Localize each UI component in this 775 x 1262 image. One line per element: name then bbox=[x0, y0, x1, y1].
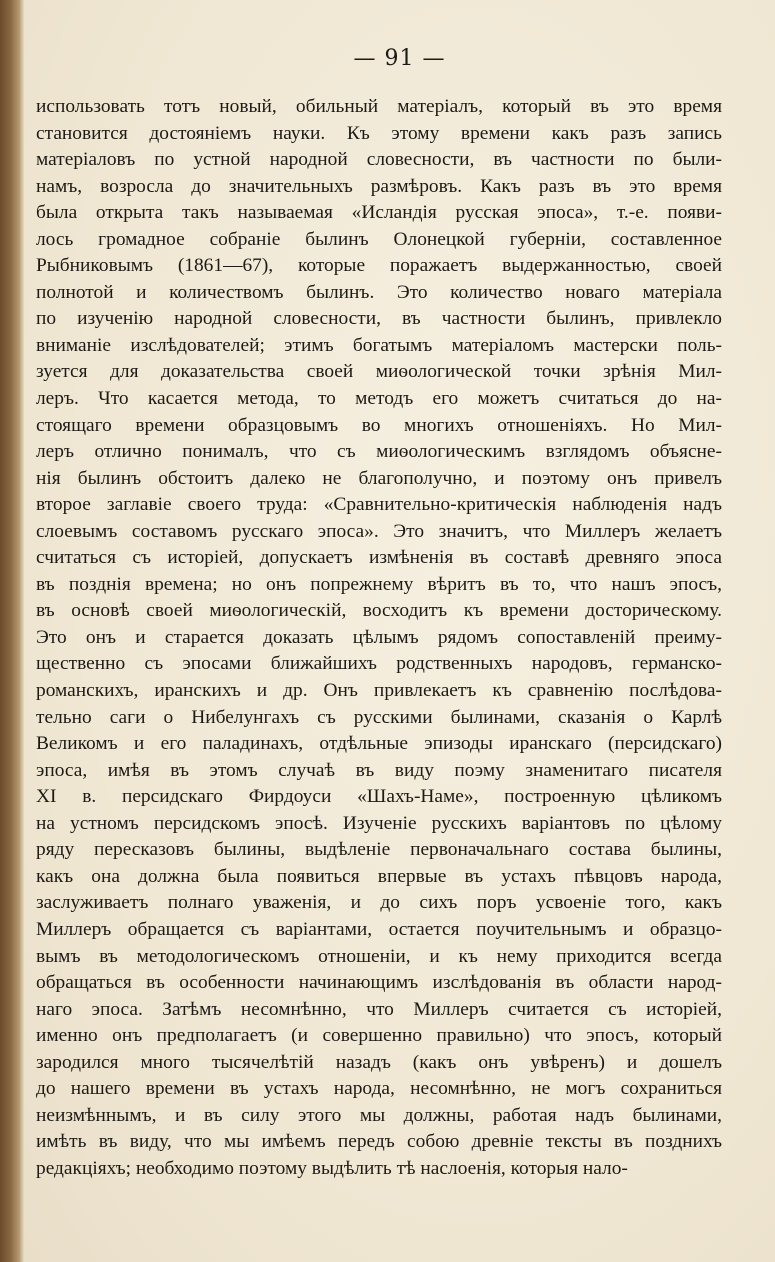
text-line: намъ, возросла до значительныхъ размѣровъ. Какъ разъ въ это время bbox=[36, 175, 722, 197]
body-text bbox=[36, 94, 722, 1182]
text-line: тельно саги о Нибелунгахъ съ русскими былинами, сказанія о Карлѣ bbox=[36, 706, 722, 728]
text-line: вымъ въ методологическомъ отношеніи, и къ нему приходится всегда bbox=[36, 945, 722, 967]
text-line: имѣть въ виду, что мы имѣемъ передъ собою древніе тексты въ позднихъ bbox=[36, 1131, 722, 1153]
text-line: обращаться въ особенности начинающимъ изслѣдованія въ области народ- bbox=[36, 972, 722, 994]
text-line: по изученію народной словесности, въ частности былинъ, привлекло bbox=[36, 308, 722, 330]
text-line: Рыбниковымъ (1861—67), которые поражаетъ выдержанностью, своей bbox=[36, 255, 722, 277]
text-line: эпоса, имѣя въ этомъ случаѣ въ виду поэму знаменитаго писателя bbox=[36, 759, 722, 781]
text-line: матеріаловъ по устной народной словесности, въ частности по были- bbox=[36, 149, 722, 171]
text-line: до нашего времени въ устахъ народа, несомнѣнно, не могъ сохраниться bbox=[36, 1078, 722, 1100]
text-line: именно онъ предполагаетъ (и совершенно правильно) что эпосъ, который bbox=[36, 1025, 722, 1047]
text-line: считаться съ исторіей, допускаетъ измѣненія въ составѣ древняго эпоса bbox=[36, 547, 722, 569]
text-line: Это онъ и старается доказать цѣлымъ рядомъ сопоставленій преиму- bbox=[36, 626, 722, 648]
text-line: зуется для доказательства своей миѳологической точки зрѣнія Мил- bbox=[36, 361, 722, 383]
text-line: XI в. персидскаго Фирдоуси «Шахъ-Наме», построенную цѣликомъ bbox=[36, 786, 722, 808]
text-line: использовать тотъ новый, обильный матеріалъ, который въ это время bbox=[36, 96, 722, 117]
text-line: второе заглавіе своего труда: «Сравнительно-критическія наблюденія надъ bbox=[36, 494, 722, 516]
text-line: редакціяхъ; необходимо поэтому выдѣлить тѣ наслоенія, которыя нало- bbox=[36, 1157, 628, 1179]
book-spine-edge bbox=[0, 0, 24, 1262]
text-line: полнотой и количествомъ былинъ. Это количество новаго матеріала bbox=[36, 281, 722, 303]
text-line: романскихъ, иранскихъ и др. Онъ привлекаетъ къ сравненію послѣдова- bbox=[36, 680, 722, 702]
text-line: была открыта такъ называемая «Исландія русская эпоса», т.-е. появи- bbox=[36, 202, 722, 224]
text-line: леръ отлично понималъ, что съ миѳологическимъ взглядомъ объясне- bbox=[36, 441, 722, 463]
page-number: — 91 — bbox=[353, 46, 446, 71]
text-line: ряду пересказовъ былины, выдѣленіе первоначальнаго состава былины, bbox=[36, 839, 722, 861]
text-line: наго эпоса. Затѣмъ несомнѣнно, что Миллеръ считается съ исторіей, bbox=[36, 998, 722, 1020]
text-line: щественно съ эпосами ближайшихъ родственныхъ народовъ, германско- bbox=[36, 653, 722, 675]
text-line: лось громадное собраніе былинъ Олонецкой губерніи, составленное bbox=[36, 228, 722, 250]
text-line: слоевымъ составомъ русскаго эпоса». Это значитъ, что Миллеръ желаетъ bbox=[36, 520, 722, 542]
text-line: становится достояніемъ науки. Къ этому времени какъ разъ запись bbox=[36, 122, 722, 144]
book-page bbox=[24, 0, 775, 1262]
text-line: неизмѣннымъ, и въ силу этого мы должны, работая надъ былинами, bbox=[36, 1104, 722, 1126]
text-line: въ основѣ своей миѳологическій, восходитъ къ времени досторическому. bbox=[36, 600, 722, 622]
text-line: зародился много тысячелѣтій назадъ (какъ онъ увѣренъ) и дошелъ bbox=[36, 1051, 722, 1073]
text-line: въ позднія времена; но онъ попрежнему вѣритъ въ то, что нашъ эпосъ, bbox=[36, 573, 722, 595]
text-line: стоящаго времени образцовымъ во многихъ отношеніяхъ. Но Мил- bbox=[36, 414, 722, 436]
text-line: нія былинъ обстоитъ далеко не благополучно, и поэтому онъ привелъ bbox=[36, 467, 722, 489]
text-line: какъ она должна была появиться впервые въ устахъ пѣвцовъ народа, bbox=[36, 865, 722, 887]
text-line: Миллеръ обращается съ варіантами, остается поучительнымъ и образцо- bbox=[36, 918, 722, 940]
text-line: леръ. Что касается метода, то методъ его можетъ считаться до на- bbox=[36, 388, 722, 410]
text-line: вниманіе изслѣдователей; этимъ богатымъ матеріаломъ мастерски поль- bbox=[36, 334, 722, 356]
text-line: заслуживаетъ полнаго уваженія, и до сихъ поръ усвоеніе того, какъ bbox=[36, 892, 722, 914]
text-line: Великомъ и его паладинахъ, отдѣльные эпизоды иранскаго (персидскаго) bbox=[36, 733, 722, 755]
text-line: на устномъ персидскомъ эпосѣ. Изученіе русскихъ варіантовъ по цѣлому bbox=[36, 812, 722, 834]
